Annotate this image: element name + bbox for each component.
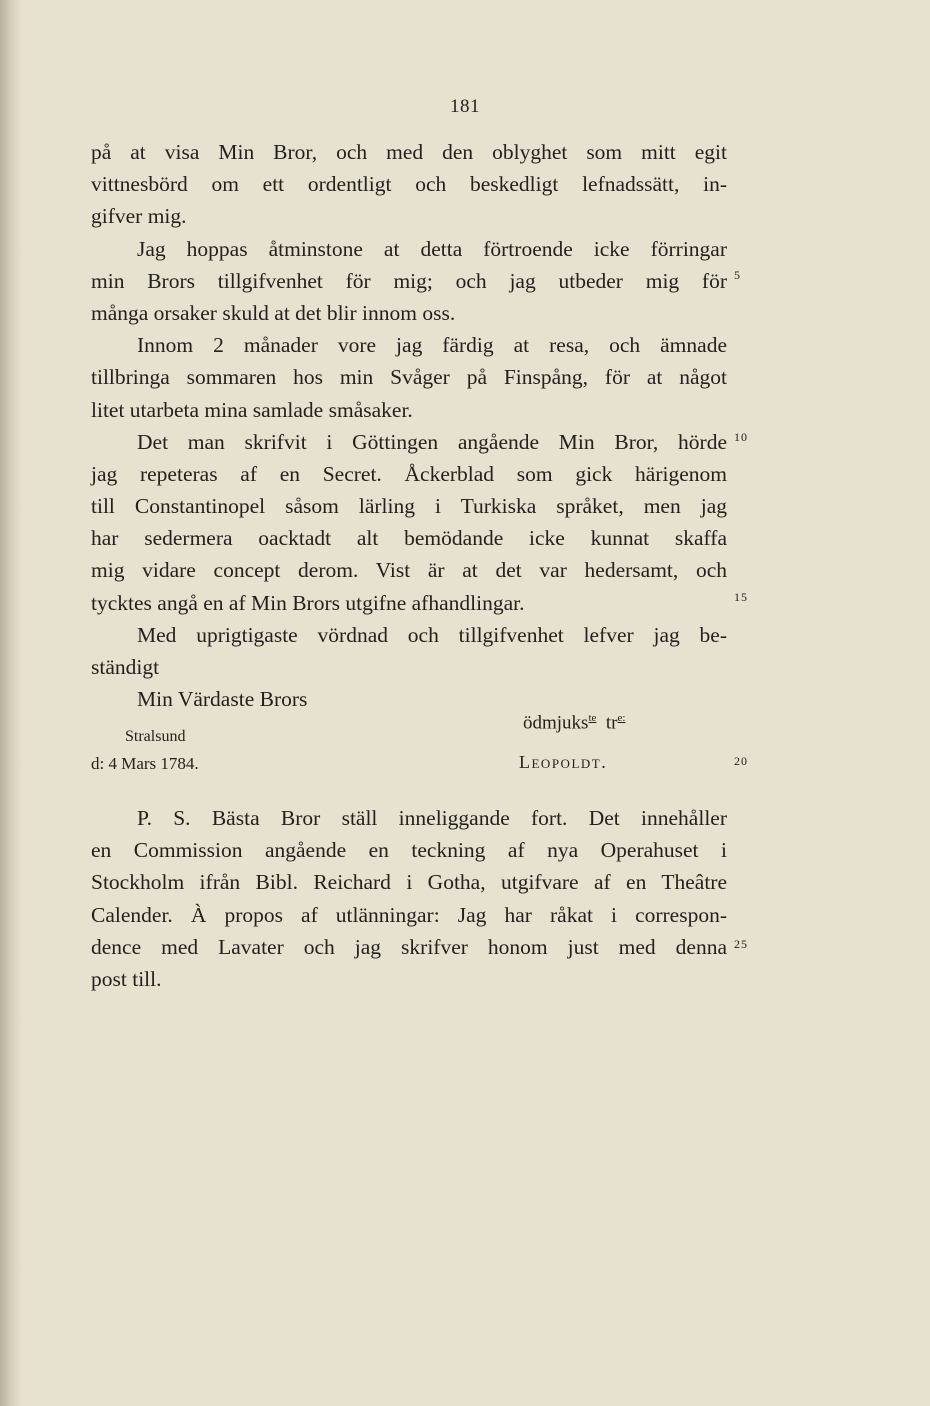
letter-body: [91, 136, 727, 715]
body-line: tycktes angå en af Min Brors utgifne afhandlingar.: [91, 590, 525, 615]
body-line: har sedermera oacktadt alt bemödande icke kunnat skaffa: [91, 526, 727, 551]
body-line: Med uprigtigaste vördnad och tillgifvenhet lefver jag be-: [137, 622, 727, 647]
body-line: gifver mig.: [91, 204, 187, 229]
letter-date: d: 4 Mars 1784.: [91, 754, 199, 773]
body-line: litet utarbeta mina samlade småsaker.: [91, 397, 413, 422]
line-number-5: 5: [734, 268, 741, 282]
body-line: vittnesbörd om ett ordentligt och beskedligt lefnadssätt, in-: [91, 172, 727, 197]
line-number-10: 10: [734, 430, 748, 444]
line-number-25: 25: [734, 937, 748, 951]
closing-superscript: te: [588, 712, 597, 724]
postscript-line: post till.: [91, 966, 162, 991]
postscript-line: P. S. Bästa Bror ställ inneliggande fort. Det innehåller: [137, 806, 727, 830]
body-line: många orsaker skuld at det blir innom oss.: [91, 300, 456, 325]
postscript-line: Stockholm ifrån Bibl. Reichard i Gotha, utgifvare af en Theâtre: [91, 870, 727, 895]
body-line: min Brors tillgifvenhet för mig; och jag utbeder mig för: [91, 268, 727, 293]
line-number-15: 15: [734, 590, 748, 604]
page-gutter-shadow: [0, 0, 22, 1406]
body-line: på at visa Min Bror, och med den oblyghet som mitt egit: [91, 140, 727, 164]
closing-word: ödmjuks: [523, 712, 589, 734]
line-number-20: 20: [734, 754, 748, 768]
body-line: till Constantinopel såsom lärling i Turkiska språket, men jag: [91, 494, 727, 519]
body-line: Jag hoppas åtminstone at detta förtroende icke förringar: [137, 236, 727, 261]
body-line: jag repeteras af en Secret. Åckerblad som gick härigenom: [91, 461, 727, 486]
body-line: mig vidare concept derom. Vist är at det var hedersamt, och: [91, 558, 727, 583]
body-line: Det man skrifvit i Göttingen angående Min Bror, hörde: [137, 429, 727, 454]
postscript: [91, 802, 727, 995]
closing-phrase: [523, 712, 625, 734]
body-line: ständigt: [91, 655, 160, 679]
signature-block: [91, 710, 731, 780]
salutation-line: Min Värdaste Brors: [137, 687, 308, 712]
closing-superscript-2: e:: [617, 712, 626, 724]
letter-place: Stralsund: [125, 728, 186, 745]
signature-name: Leopoldt.: [519, 752, 608, 772]
postscript-line: Calender. À propos af utlänningar: Jag har råkat i correspon-: [91, 902, 727, 927]
page-number: 181: [450, 96, 480, 117]
body-line: Innom 2 månader vore jag färdig at resa, och ämnade: [137, 333, 727, 358]
body-line: tillbringa sommaren hos min Svåger på Finspång, för at något: [91, 365, 727, 390]
postscript-line: en Commission angående en teckning af nya Operahuset i: [91, 838, 727, 863]
postscript-line: dence med Lavater och jag skrifver honom just med denna: [91, 934, 727, 959]
closing-word-2: tr: [605, 712, 618, 734]
